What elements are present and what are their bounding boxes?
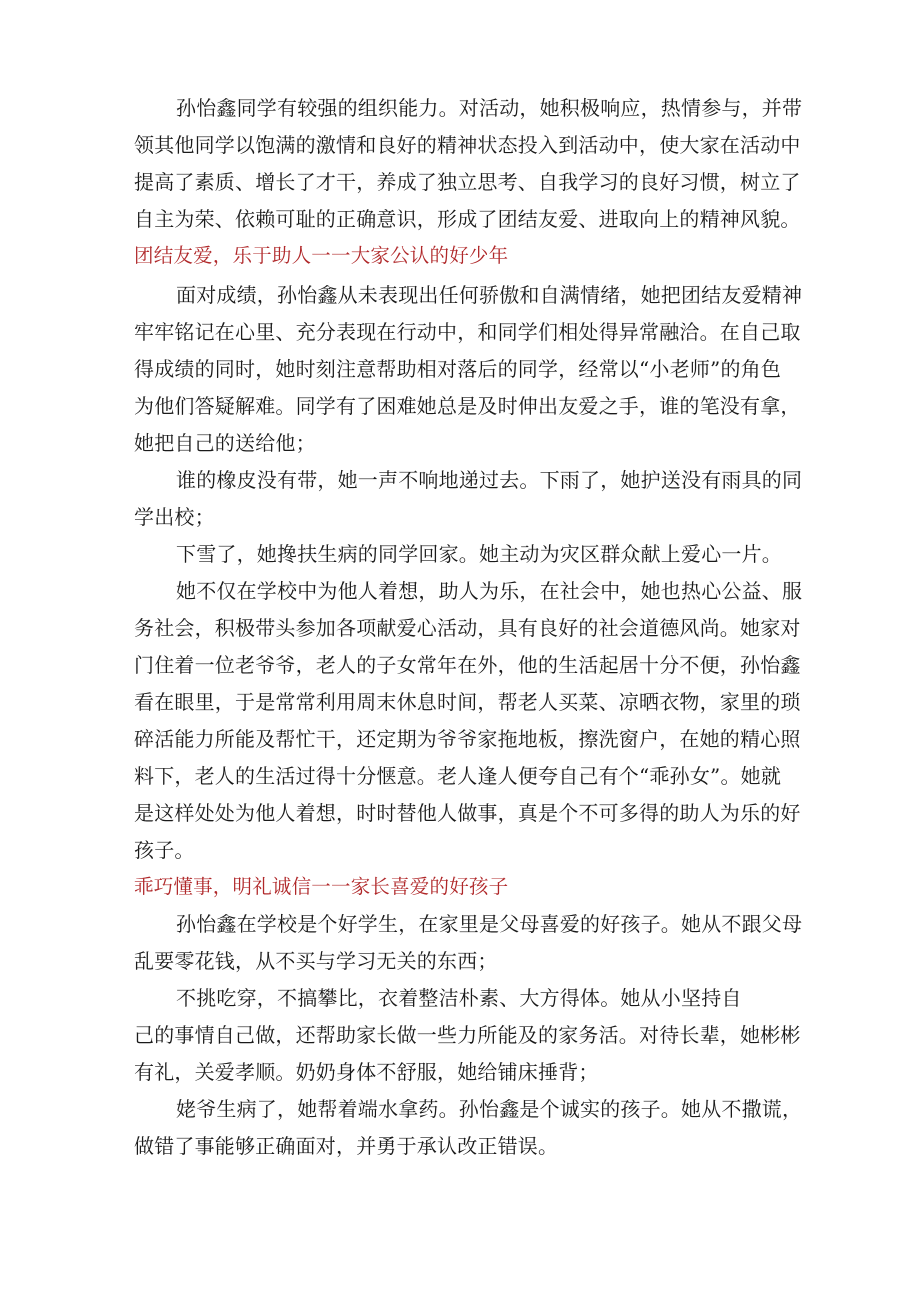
paragraph-2-line-2: 牢牢铭记在心里、充分表现在行动中，和同学们相处得异常融洽。在自己取 xyxy=(134,320,801,344)
paragraph-2-line-5: 她把自己的送给他； xyxy=(134,431,316,455)
paragraph-1-line-1: 孙怡鑫同学有较强的组织能力。对活动，她积极响应，热情参与，并带 xyxy=(176,96,803,120)
paragraph-6-line-2: 乱要零花钱，从不买与学习无关的东西； xyxy=(134,949,498,973)
paragraph-6-line-1: 孙怡鑫在学校是个好学生，在家里是父母喜爱的好孩子。她从不跟父母 xyxy=(176,912,803,936)
paragraph-1-line-3: 提高了素质、增长了才干，养成了独立思考、自我学习的良好习惯，树立了 xyxy=(134,170,801,194)
paragraph-8-line-1: 姥爷生病了，她帮着端水拿药。孙怡鑫是个诚实的孩子。她从不撒谎， xyxy=(176,1097,803,1121)
paragraph-7-line-1: 不挑吃穿，不搞攀比，衣着整洁朴素、大方得体。她从小坚持自 xyxy=(176,986,742,1010)
paragraph-4-line-1: 下雪了，她搀扶生病的同学回家。她主动为灾区群众献上爱心一片。 xyxy=(176,542,782,566)
paragraph-1-line-4: 自主为荣、依赖可耻的正确意识，形成了团结友爱、进取向上的精神风貌。 xyxy=(134,207,801,231)
paragraph-5-line-4: 看在眼里，于是常常利用周末休息时间，帮老人买菜、凉晒衣物，家里的琐 xyxy=(134,690,801,714)
paragraph-2-line-4: 为他们答疑解难。同学有了困难她总是及时伸出友爱之手，谁的笔没有拿， xyxy=(134,394,801,418)
paragraph-3-line-1: 谁的橡皮没有带，她一声不响地递过去。下雨了，她护送没有雨具的同 xyxy=(176,468,803,492)
paragraph-5-line-8: 孩子。 xyxy=(134,838,195,862)
paragraph-5-line-3: 门住着一位老爷爷，老人的子女常年在外，他的生活起居十分不便，孙怡鑫 xyxy=(134,653,801,677)
paragraph-5-line-7: 是这样处处为他人着想，时时替他人做事，真是个不可多得的助人为乐的好 xyxy=(134,801,801,825)
paragraph-7-line-3: 有礼，关爱孝顺。奶奶身体不舒服，她给铺床捶背； xyxy=(134,1060,599,1084)
paragraph-5-line-5: 碎活能力所能及帮忙干，还定期为爷爷家拖地板，擦洗窗户，在她的精心照 xyxy=(134,727,801,751)
paragraph-7-line-2: 己的事情自己做，还帮助家长做一些力所能及的家务活。对待长辈，她彬彬 xyxy=(134,1023,801,1047)
paragraph-5-line-2: 务社会，积极带头参加各项献爱心活动，具有良好的社会道德风尚。她家对 xyxy=(134,616,801,640)
paragraph-8-line-2: 做错了事能够正确面对，并勇于承认改正错误。 xyxy=(134,1134,559,1158)
paragraph-2-line-3: 得成绩的同时，她时刻注意帮助相对落后的同学，经常以“小老师”的角色 xyxy=(134,357,782,381)
paragraph-5-line-6: 料下，老人的生活过得十分惬意。老人逢人便夸自己有个“乖孙女”。她就 xyxy=(134,764,782,788)
paragraph-1-line-2: 领其他同学以饱满的激情和良好的精神状态投入到活动中，使大家在活动中 xyxy=(134,133,801,157)
paragraph-2-line-1: 面对成绩，孙怡鑫从未表现出任何骄傲和自满情绪，她把团结友爱精神 xyxy=(176,283,803,307)
paragraph-3-line-2: 学出校； xyxy=(134,505,215,529)
section-heading-manners: 乖巧懂事，明礼诚信一一家长喜爱的好孩子 xyxy=(134,875,509,898)
paragraph-5-line-1: 她不仅在学校中为他人着想，助人为乐，在社会中，她也热心公益、服 xyxy=(176,579,803,603)
section-heading-unity: 团结友爱，乐于助人一一大家公认的好少年 xyxy=(134,244,509,267)
